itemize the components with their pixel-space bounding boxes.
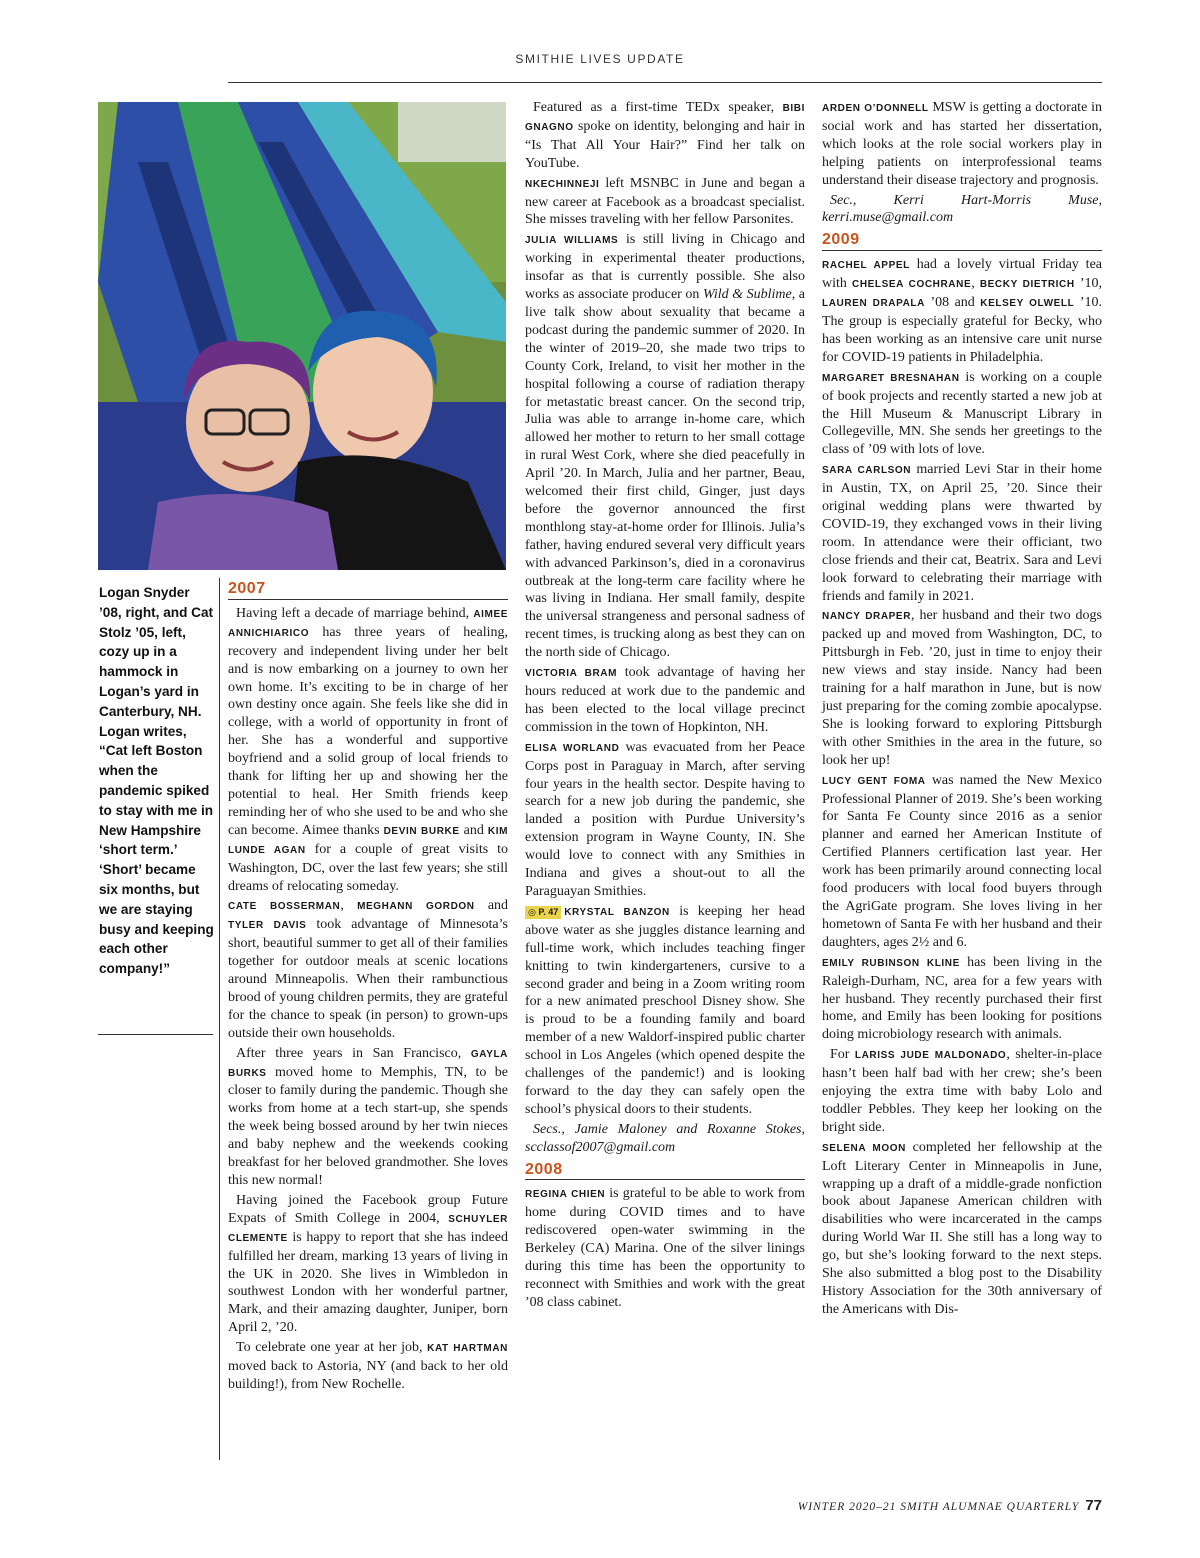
note-nneji: NKECHINNEJI left MSNBC in June and began a new career at Facebook as a broadcast specialist. She misses traveling with her fellow Parsonites. <box>525 175 805 228</box>
publication-line: WINTER 2020–21 SMITH ALUMNAE QUARTERLY <box>797 1501 1080 1513</box>
year-heading-2009: 2009 <box>822 231 1102 251</box>
header-rule <box>228 82 1102 83</box>
note-maldonado: For LARISS JUDE MALDONADO, shelter-in-place hasn’t been half bad with her crew; she’s been enjoying the extra time with baby Lolo and toddler Pebbles. They keep her looking on the bright side. <box>822 1047 1103 1135</box>
note-gnagno: Featured as a first-time TEDx speaker, BIBI GNAGNO spoke on identity, belonging and hair in “Is That All Your Hair?” Find her talk on YouTube. <box>525 100 805 171</box>
running-header: SMITHIE LIVES UPDATE <box>515 52 685 66</box>
note-bosserman: CATE BOSSERMAN, MEGHANN GORDON and TYLER DAVIS took advantage of Minnesota’s short, beautiful summer to get all of their families together for outdoor meals at scenic locations around Minneapolis. When their rambunctious brood of young children permits, they are grateful for the chance to speak (in person) to grown-ups outside their own households. <box>228 898 509 1041</box>
note-foma: LUCY GENT FOMA was named the New Mexico Professional Planner of 2019. She’s been working for Santa Fe County since 2016 as a senior planner and earned her American Institute of Certified Planners certification last year. Her work has been primarily around connecting local food producers with local food buyers through the AgriGate program. She loves living in her hometown of Santa Fe with her husband and their daughters, ages 2½ and 6. <box>822 772 1102 950</box>
note-annichiarico: Having left a decade of marriage behind, AIMEE ANNICHIARICO has three years of healing, recovery and independent living under her belt and is now embarking on a journey to own her own home. It’s exciting to be in charge of her own destiny once again. She feels like she did in college, with a world of opportunity in front of her. She has a wonderful and supportive boyfriend and a solid group of local friends to thank for lifting her up and showing her the potential to heal. Her Smith friends keep reminding her of who she used to be and who she can become. Aimee thanks DEVIN BURKE and KIM LUNDE AGAN for a couple of great visits to Washington, DC, over the last few years; she still dreams of relocating someday. <box>228 605 509 894</box>
note-worland: ELISA WORLAND was evacuated from her Peace Corps post in Paraguay in March, after serving four years in the health sector. Despite having to search for a new job during the pandemic, she landed a position with Purdue University’s extension program in Wayne County, IN. She would love to connect with any Smithies in Indiana and gives a shout-out to all the Paraguayan Smithies. <box>525 739 806 899</box>
column-divider <box>219 578 220 1460</box>
note-draper: NANCY DRAPER, her husband and their two dogs packed up and moved from Washington, DC, to Pittsburgh in Feb. ’20, just in time to enjoy their new views and stay inside. Nancy had been training for a half marathon in June, but is now just preparing for the coming zombie apocalypse. She is looking forward to exploring Pittsburgh with other Smithies in the area in the future, so look her up! <box>822 608 1102 768</box>
page-number: 77 <box>1085 1497 1102 1514</box>
note-williams: JULIA WILLIAMS is still living in Chicago and working in experimental theater productions, insofar as that is currently possible. She also works as associate producer on Wild & Sublime, a live talk show about sexuality that became a podcast during the pandemic summer of 2020. In the winter of 2019–20, she made two trips to County Cork, Ireland, to visit her mother in the hospital following a course of radiation therapy for metastatic breast cancer. On the second trip, Julia was able to arrange in-home care, which allowed her mother to return to her small cottage in rural West Cork, where she died peacefully in April ’20. In March, Julia and her partner, Beau, welcomed their first child, Ginger, just days before the governor announced the first monthlong stay-at-home order for Illinois. Julia’s father, having endured several very difficult years with advanced Parkinson’s, died in a coronavirus outbreak at the long-term care facility where he was living in Indiana. Her small family, despite the universal strangeness and personal sadness of recent times, is trucking along as best they can on the north side of Chicago. <box>525 232 806 661</box>
year-heading-2008: 2008 <box>525 1161 805 1181</box>
note-chien: REGINA CHIEN is grateful to be able to work from home during COVID times and to have rediscovered open-water swimming in the Berkeley (CA) Marina. One of the silver linings during this time has been the opportunity to reconnect with Smithies and work with the great ’08 class cabinet. <box>525 1186 805 1310</box>
note-carlson: SARA CARLSON married Levi Star in their home in Austin, TX, on April 25, ’20. Since their original wedding plans were thwarted by COVID-19, they exchanged vows in their living room. In attendance were their officiant, two close friends and their cat, Beatrix. Sara and Levi look forward to celebrating their marriage with friends and family in 2021. <box>822 462 1103 604</box>
column-2 <box>525 99 805 1314</box>
note-moon: SELENA MOON completed her fellowship at the Loft Literary Center in Minneapolis in June, wrapping up a draft of a middle-grade nonfiction book about Japanese American children with disabilities who were incarcerated in the camps during World War II. She still has a long way to go, but she’s looking forward to the next steps. She also submitted a blog post to the Disability History Association for the 30th anniversary of the Americans with Dis- <box>822 1139 1102 1317</box>
column-1 <box>228 576 508 1396</box>
note-hartman: To celebrate one year at her job, KAT HARTMAN moved back to Astoria, NY (and back to her old building!), from New Rochelle. <box>228 1340 508 1392</box>
note-burks: After three years in San Francisco, GAYLA BURKS moved home to Memphis, TN, to be closer to family during the pandemic. Though she works from home at a tech start-up, she spends the week being bossed around by her twin nieces and baby nephew and the weekends cooking breakfast for her beloved grandmother. She loves this new normal! <box>228 1045 509 1188</box>
photo-page-badge[interactable]: ◎ P. 47 <box>525 906 561 919</box>
note-bram: VICTORIA BRAM took advantage of having her hours reduced at work due to the pandemic and has been elected to the local village precinct commission in the town of Hopkinton, NH. <box>525 665 805 735</box>
photo-illustration <box>98 102 506 570</box>
note-bresnahan: MARGARET BRESNAHAN is working on a couple of book projects and recently started a new job at the Hill Museum & Manuscript Library in Collegeville, MN. She sends her greetings to the class of ’09 with lots of love. <box>822 369 1103 458</box>
class-secretaries-2007: Secs., Jamie Maloney and Roxanne Stokes, scclassof2007@gmail.com <box>525 1121 805 1155</box>
caption-rule <box>98 1034 213 1035</box>
note-banzon: ◎ P. 47 KRYSTAL BANZON is keeping her head above water as she juggles distance learning and full-time work, which includes teaching finger knitting to twin kindergarteners, cursive to a second grader and being in a Zoom writing room for a new animated preschool Disney show. She is proud to be a founding family and board member of a new Waldorf-inspired public charter school in Los Angeles (which opened despite the challenges of the pandemic!) and is looking forward to the day they can safely open the school’s physical doors to their students. <box>525 903 805 1117</box>
camera-icon: ◎ <box>528 906 539 917</box>
note-odonnell: ARDEN O’DONNELL MSW is getting a doctorate in social work and has started her dissertation, which looks at the role social workers play in helping patients on interprofessional teams understand their disease trajectory and prognosis. <box>822 100 1102 188</box>
photo-caption: Logan Snyder ’08, right, and Cat Stolz ’05, left, cozy up in a hammock in Logan’s yard in Canterbury, NH. Logan writes, “Cat left Boston when the pandemic spiked to stay with me in New Hampshire ‘short term.’ ‘Short’ became six months, but we are staying busy and keeping each other company!” <box>99 585 214 977</box>
note-appel: RACHEL APPEL had a lovely virtual Friday tea with CHELSEA COCHRANE, BECKY DIETRICH ’10, LAUREN DRAPALA ’08 and KELSEY OLWELL ’10. The group is especially grateful for Becky, who has been working as an intensive care unit nurse for COVID-19 patients in Philadelphia. <box>822 257 1102 365</box>
column-3 <box>822 99 1102 1321</box>
hammock-photo <box>98 102 506 570</box>
note-clemente: Having joined the Facebook group Future Expats of Smith College in 2004, SCHUYLER CLEMENTE is happy to report that she has indeed fulfilled her dream, marking 13 years of living in the UK in 2020. She lives in Wimbledon in southwest London with her wonderful partner, Mark, and their amazing daughter, Juniper, born April 2, ’20. <box>228 1192 509 1336</box>
class-secretary-2008: Sec., Kerri Hart-Morris Muse, kerri.muse@gmail.com <box>822 192 1102 226</box>
page-footer <box>798 1497 1102 1514</box>
note-kline: EMILY RUBINSON KLINE has been living in the Raleigh-Durham, NC, area for a few years with her husband. They recently purchased their first home, and Emily has been looking for positions doing microbiology research with animals. <box>822 954 1102 1043</box>
year-heading-2007: 2007 <box>228 580 508 600</box>
